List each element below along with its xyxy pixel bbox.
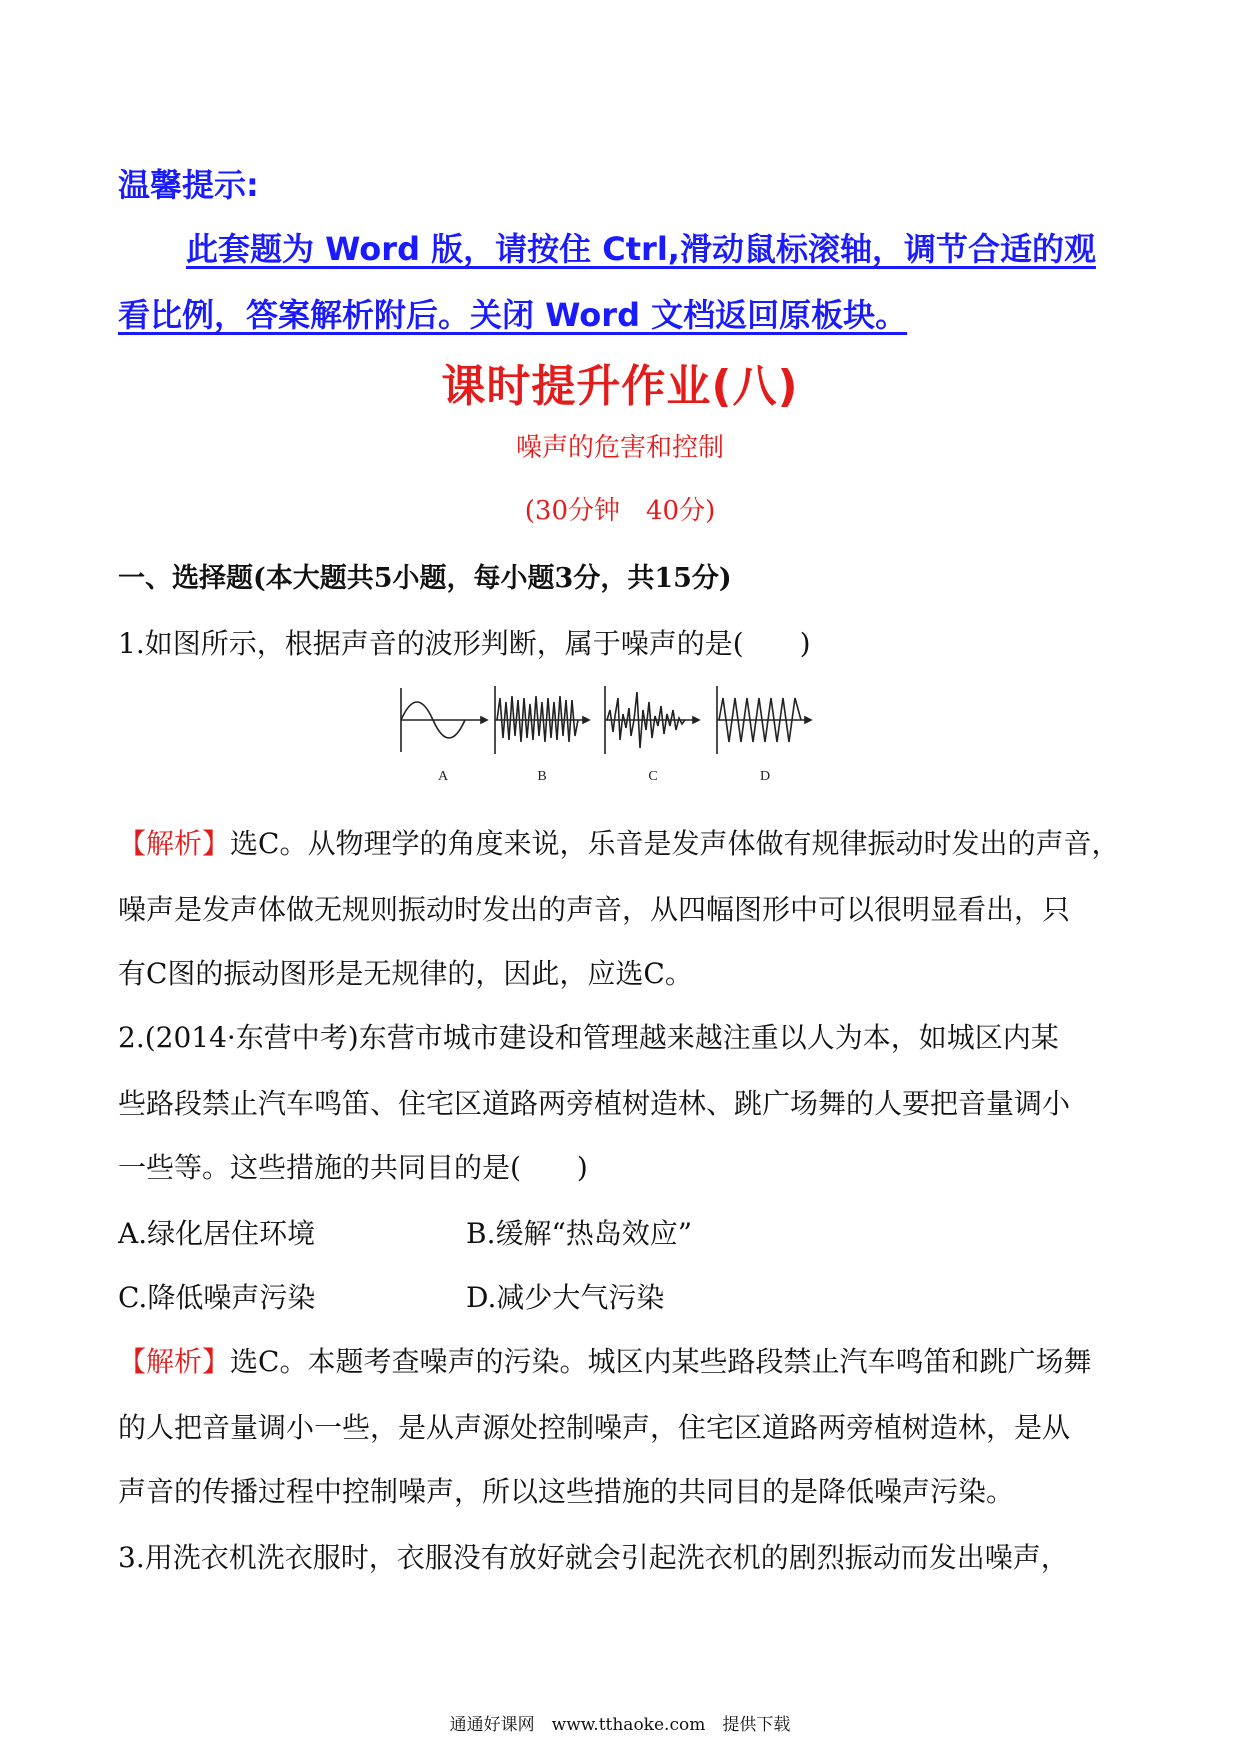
- analysis-tag: 【解析】: [118, 1345, 231, 1378]
- q1-analysis-line-3: 有C图的振动图形是无规律的，因此，应选C。: [118, 957, 693, 990]
- q2-stem-line-1: 2.(2014·东营中考)东营市城市建设和管理越来越注重以人为本，如城区内某: [118, 1021, 1059, 1054]
- figure-label-b: B: [537, 769, 547, 784]
- q1-analysis-line-1: [118, 822, 1119, 862]
- section-heading: 一、选择题(本大题共5小题，每小题3分，共15分): [118, 563, 732, 594]
- q2-stem-line-3: 一些等。这些措施的共同目的是( ): [118, 1151, 588, 1184]
- waveform-c: [605, 686, 699, 754]
- q2-option-d: D.减少大气污染: [466, 1281, 665, 1314]
- figure-label-d: D: [759, 769, 771, 784]
- figure-label-c: C: [648, 769, 658, 784]
- tip-line-1: 此套题为 Word 版，请按住 Ctrl,滑动鼠标滚轴，调节合适的观: [186, 230, 1096, 268]
- waveform-d: [717, 686, 811, 754]
- waveform-a: [401, 688, 487, 752]
- q2-option-b: B.缓解“热岛效应”: [466, 1217, 693, 1250]
- q2-option-a: A.绿化居住环境: [118, 1217, 316, 1250]
- q1-stem: 1.如图所示，根据声音的波形判断，属于噪声的是( ): [118, 627, 811, 660]
- q2-analysis-text-1: 选C。本题考查噪声的污染。城区内某些路段禁止汽车鸣笛和跳广场舞: [230, 1345, 1092, 1378]
- q3-stem-line-1: 3.用洗衣机洗衣服时，衣服没有放好就会引起洗衣机的剧烈振动而发出噪声，: [118, 1541, 1069, 1574]
- waveform-figure: [395, 680, 855, 790]
- q1-analysis-line-2: 噪声是发声体做无规则振动时发出的声音，从四幅图形中可以很明显看出，只: [118, 893, 1071, 926]
- page-title: 课时提升作业(八): [441, 361, 799, 412]
- q2-stem-line-2: 些路段禁止汽车鸣笛、住宅区道路两旁植树造林、跳广场舞的人要把音量调小: [118, 1087, 1071, 1120]
- q2-analysis-line-2: 的人把音量调小一些，是从声源处控制噪声，住宅区道路两旁植树造林，是从: [118, 1411, 1071, 1444]
- figure-label-a: A: [437, 769, 449, 784]
- page-subtitle: 噪声的危害和控制: [515, 433, 724, 463]
- footer: 通通好课网 www.tthaoke.com 提供下载: [449, 1715, 791, 1735]
- q2-analysis-line-3: 声音的传播过程中控制噪声，所以这些措施的共同目的是降低噪声污染。: [118, 1475, 1015, 1508]
- analysis-tag: 【解析】: [118, 827, 231, 860]
- q1-analysis-text-1: 选C。从物理学的角度来说，乐音是发声体做有规律振动时发出的声音，: [230, 827, 1120, 860]
- tip-line-2: 看比例，答案解析附后。关闭 Word 文档返回原板块。: [118, 296, 908, 334]
- time-score: (30分钟 40分): [524, 496, 716, 526]
- waveform-b: [495, 686, 589, 754]
- tip-title: 温馨提示:: [118, 166, 259, 204]
- q2-analysis-line-1: [118, 1340, 1091, 1380]
- q2-option-c: C.降低噪声污染: [118, 1281, 316, 1314]
